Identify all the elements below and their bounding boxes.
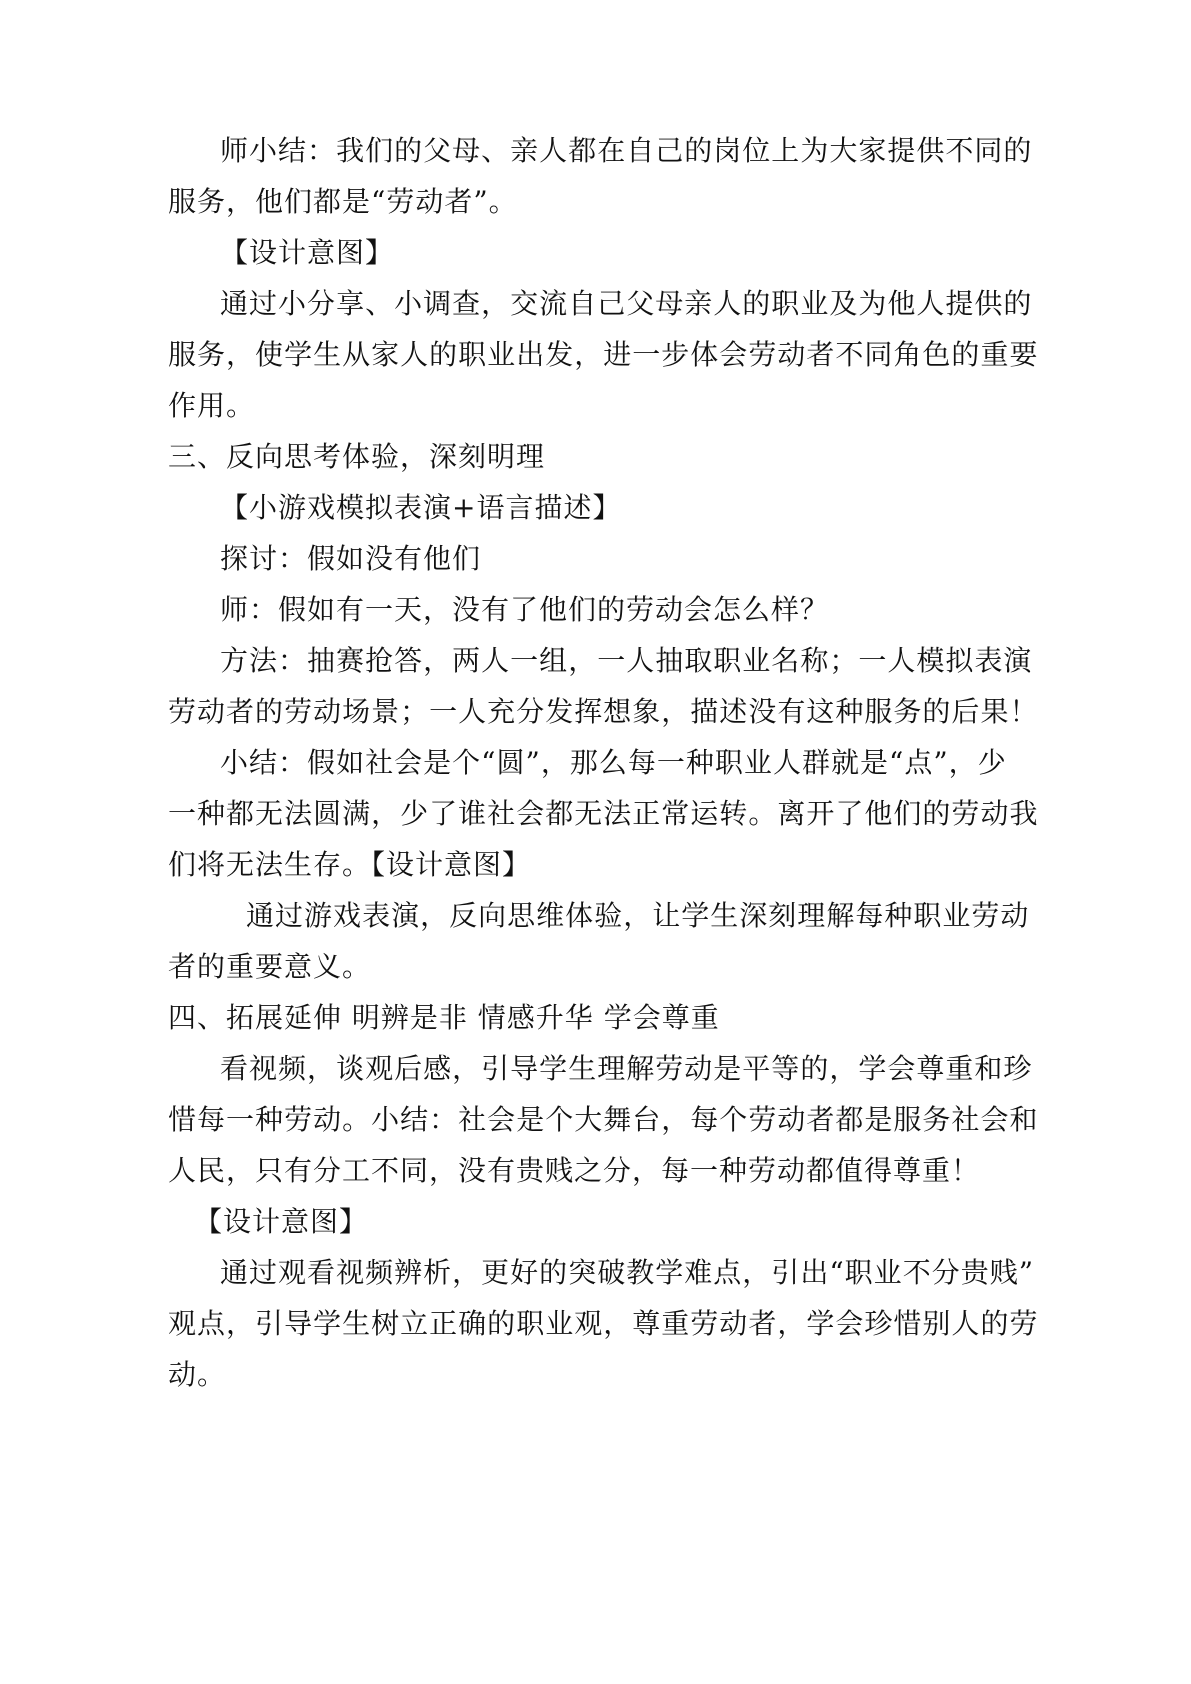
paragraph-line: 服务，他们都是“劳动者”。	[168, 185, 518, 218]
paragraph-line: 者的重要意义。	[168, 950, 372, 983]
paragraph-line: 人民，只有分工不同，没有贵贱之分，每一种劳动都值得尊重！	[168, 1154, 981, 1187]
section-label: 【小游戏模拟表演+语言描述】	[220, 491, 622, 524]
section-heading: 四、拓展延伸 明辨是非 情感升华 学会尊重	[168, 1001, 720, 1034]
paragraph-line: 一 种 都 无 法 圆 满 ， 少 了 谁 社 会 都 无 法 正 常 运 转 。 离 开 了 他 们 的 劳 动 我	[168, 797, 1039, 830]
paragraph-line: 劳 动 者 的 劳 动 场 景 ； 一 人 充 分 发 挥 想 象 ， 描 述 没 有 这 种 服 务 的 后 果 ！	[168, 695, 1039, 728]
paragraph-line: 观 点 ， 引 导 学 生 树 立 正 确 的 职 业 观 ， 尊 重 劳 动 者 ， 学 会 珍 惜 别 人 的 劳	[168, 1307, 1039, 1340]
paragraph-line: 师：假如有一天，没有了他们的劳动会怎么样？	[220, 593, 830, 626]
section-label: 【设计意图】	[220, 236, 395, 269]
paragraph-line: 看 视 频 ， 谈 观 后 感 ， 引 导 学 生 理 解 劳 动 是 平 等 的 ， 学 会 尊 重 和 珍	[220, 1052, 1033, 1085]
paragraph-line: 惜 每 一 种 劳 动 。 小 结 ： 社 会 是 个 大 舞 台 ， 每 个 劳 动 者 都 是 服 务 社 会 和	[168, 1103, 1039, 1136]
paragraph-line: 通 过 小 分 享 、 小 调 查 ， 交 流 自 己 父 母 亲 人 的 职 业 及 为 他 人 提 供 的	[220, 287, 1033, 320]
paragraph-line: 探讨：假如没有他们	[220, 542, 482, 575]
paragraph-line: 动。	[168, 1358, 227, 1391]
paragraph-line: 师 小 结 ： 我 们 的 父 母 、 亲 人 都 在 自 己 的 岗 位 上 为 大 家 提 供 不 同 的	[220, 134, 1033, 167]
paragraph-line: 方 法 ： 抽 赛 抢 答 ， 两 人 一 组 ， 一 人 抽 取 职 业 名 称 ； 一 人 模 拟 表 演	[220, 644, 1033, 677]
paragraph-line: 通 过 观 看 视 频 辨 析 ， 更 好 的 突 破 教 学 难 点 ， 引 出 “ 职 业 不 分 贵 贱 ”	[220, 1256, 1035, 1289]
section-heading: 三、反向思考体验，深刻明理	[168, 440, 546, 473]
paragraph-line: 通 过 游 戏 表 演 ， 反 向 思 维 体 验 ， 让 学 生 深 刻 理 解 每 种 职 业 劳 动	[246, 899, 1030, 932]
section-label: 【设计意图】	[194, 1205, 369, 1238]
paragraph-line: 们将无法生存。【设计意图】	[168, 848, 532, 881]
paragraph-line: 小 结 ： 假 如 社 会 是 个 “ 圆 ” ， 那 么 每 一 种 职 业 人 群 就 是 “ 点 ” ， 少	[220, 746, 1007, 779]
paragraph-line: 作用。	[168, 389, 256, 422]
paragraph-line: 服 务 ， 使 学 生 从 家 人 的 职 业 出 发 ， 进 一 步 体 会 劳 动 者 不 同 角 色 的 重 要	[168, 338, 1039, 371]
